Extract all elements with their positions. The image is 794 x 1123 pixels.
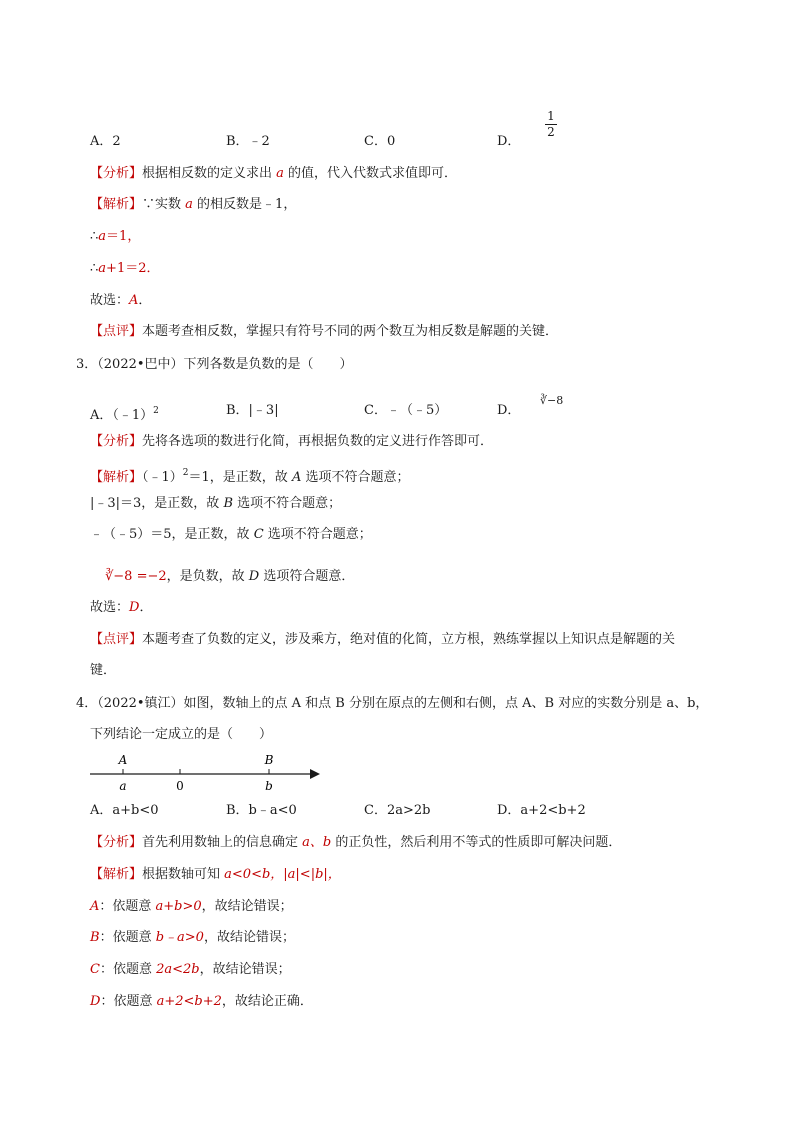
- solution-text: ﹣（﹣5）＝5，是正数，故: [90, 527, 254, 542]
- q3-option-d-cube-root: ∛−8: [540, 394, 564, 407]
- solution-tag: 【解析】: [90, 867, 143, 882]
- answer-value: D: [129, 600, 140, 615]
- q3-stem: 3．（2022•巴中）下列各数是负数的是（ ）: [76, 357, 353, 372]
- solution-text: 的相反数是﹣1，: [192, 197, 297, 212]
- option-letter: A: [291, 470, 302, 485]
- expression: ＝1，: [106, 229, 141, 244]
- solution-text: 选项不符合题意；: [301, 470, 410, 485]
- q2-option-d-fraction: [545, 110, 557, 139]
- solution-text: ＝1，是正数，故: [188, 470, 292, 485]
- expression: a<0<b，|a|<|b|，: [224, 867, 341, 882]
- solution-text: ，是负数，故: [166, 569, 249, 584]
- q3-analysis: [90, 433, 493, 451]
- solution-tag: 【解析】: [90, 470, 143, 485]
- option-letter: B: [90, 930, 100, 945]
- option-letter: C: [253, 527, 264, 542]
- expression: a+b>0: [155, 899, 202, 914]
- exponent: 2: [153, 406, 159, 416]
- q3-comment-cont: 键．: [90, 663, 117, 678]
- comment-tag: 【点评】: [90, 324, 143, 339]
- q4-stem-line-1: 4．（2022•镇江）如图，数轴上的点 A 和点 B 分别在原点的左侧和右侧，点 A、B 对应的实数分别是 a、b，: [76, 696, 709, 711]
- q3-option-a: [90, 402, 159, 425]
- solution-text: |﹣3|＝3，是正数，故: [90, 496, 224, 511]
- solution-text: 选项符合题意．: [259, 569, 355, 584]
- solution-text: ，故结论错误；: [203, 930, 295, 945]
- solution-tag: 【解析】: [90, 197, 143, 212]
- q2-option-a: A．2: [90, 134, 121, 149]
- point-value-b: b: [265, 779, 273, 793]
- solution-text: ，故结论错误；: [199, 962, 291, 977]
- fraction-denominator: 2: [547, 125, 555, 139]
- answer-period: ．: [139, 600, 153, 615]
- solution-text: ：依题意: [99, 930, 156, 945]
- q4-line-a: [90, 898, 293, 916]
- analysis-text: 的值，代入代数式求值即可．: [283, 166, 458, 181]
- analysis-tag: 【分析】: [90, 835, 143, 850]
- origin-label: 0: [176, 779, 184, 793]
- expression: （﹣1）: [142, 470, 183, 485]
- point-value-a: a: [119, 779, 127, 793]
- q3-solution-line-2: [90, 495, 341, 513]
- analysis-text: 首先利用数轴上的信息确定: [142, 835, 303, 850]
- variable: a: [98, 261, 107, 276]
- q4-stem-line-2: 下列结论一定成立的是（ ）: [90, 727, 273, 742]
- answer-label: 故选：: [90, 600, 130, 615]
- q3-comment: [90, 631, 675, 649]
- answer-value: A: [129, 293, 139, 308]
- arrow-head-icon: [310, 769, 320, 779]
- solution-text: ：依题意: [99, 962, 157, 977]
- q2-step-2: [90, 260, 159, 278]
- expression: +1＝2．: [106, 261, 160, 276]
- q3-option-b: B．|﹣3|: [226, 403, 279, 418]
- answer-label: 故选：: [90, 293, 130, 308]
- solution-text: 根据数轴可知: [142, 867, 225, 882]
- solution-text: ：依题意: [99, 899, 156, 914]
- q2-option-b: B．﹣2: [226, 134, 270, 149]
- expression: 2a<2b: [156, 962, 200, 977]
- exponent: 2: [182, 468, 189, 478]
- q2-solution: [90, 196, 296, 214]
- q4-line-c: [90, 961, 291, 979]
- q3-solution-line-3: [90, 526, 372, 544]
- q3-option-c: C．﹣（﹣5）: [364, 403, 448, 418]
- option-letter: A: [90, 899, 100, 914]
- q2-comment: [90, 323, 558, 341]
- comment-text: 本题考查了负数的定义，涉及乘方，绝对值的化简，立方根，熟练掌握以上知识点是解题的关: [142, 632, 676, 647]
- analysis-text: 根据相反数的定义求出: [142, 166, 277, 181]
- q3-solution-line-1: [90, 464, 409, 487]
- solution-text: 选项不符合题意；: [233, 496, 342, 511]
- q2-step-1: [90, 228, 140, 246]
- q4-analysis: [90, 834, 621, 852]
- q3-option-d: D．: [497, 403, 521, 418]
- fraction-numerator: 1: [547, 109, 555, 123]
- analysis-tag: 【分析】: [90, 166, 143, 181]
- expression: a+2<b+2: [156, 994, 222, 1009]
- q4-option-c: C．2a>2b: [364, 803, 431, 818]
- q2-analysis: [90, 165, 457, 183]
- option-text: A．（﹣1）: [90, 408, 154, 423]
- q3-solution-line-4: [105, 568, 354, 586]
- q3-answer: [90, 599, 152, 617]
- q4-option-a: A．a+b<0: [90, 803, 159, 818]
- q4-option-d: D．a+2<b+2: [497, 803, 586, 818]
- q4-option-b: B．b﹣a<0: [226, 803, 297, 818]
- comment-tag: 【点评】: [90, 632, 143, 647]
- point-label-b-upper: B: [264, 753, 274, 767]
- therefore-symbol: ∴: [90, 229, 99, 244]
- analysis-text: 的正负性，然后利用不等式的性质即可解决问题．: [331, 835, 622, 850]
- expression: b﹣a>0: [155, 930, 204, 945]
- q2-answer: [90, 292, 151, 310]
- therefore-symbol: ∴: [90, 261, 99, 276]
- option-letter: C: [90, 962, 100, 977]
- analysis-tag: 【分析】: [90, 434, 143, 449]
- number-line-figure: [88, 748, 328, 798]
- option-letter: D: [248, 569, 260, 584]
- q4-line-d: [90, 993, 313, 1011]
- q4-solution: [90, 866, 341, 884]
- comment-text: 本题考查相反数，掌握只有符号不同的两个数互为相反数是解题的关键．: [142, 324, 559, 339]
- cube-root-expression: ∛−8 =−2: [105, 569, 167, 584]
- option-letter: D: [90, 994, 101, 1009]
- solution-text: ∵实数: [142, 197, 186, 212]
- analysis-text: 先将各选项的数进行化简，再根据负数的定义进行作答即可．: [142, 434, 494, 449]
- solution-text: ，故结论正确．: [221, 994, 313, 1009]
- solution-text: 选项不符合题意；: [263, 527, 372, 542]
- option-letter: B: [223, 496, 233, 511]
- q2-option-d: D．: [497, 134, 521, 149]
- point-label-a-upper: A: [118, 753, 128, 767]
- answer-period: ．: [138, 293, 152, 308]
- q4-line-b: [90, 929, 295, 947]
- variables: a、b: [302, 835, 332, 850]
- solution-text: ：依题意: [100, 994, 157, 1009]
- variable: a: [98, 229, 107, 244]
- q2-option-c: C．0: [364, 134, 396, 149]
- solution-text: ，故结论错误；: [201, 899, 293, 914]
- variable: a: [185, 197, 193, 212]
- variable: a: [276, 166, 284, 181]
